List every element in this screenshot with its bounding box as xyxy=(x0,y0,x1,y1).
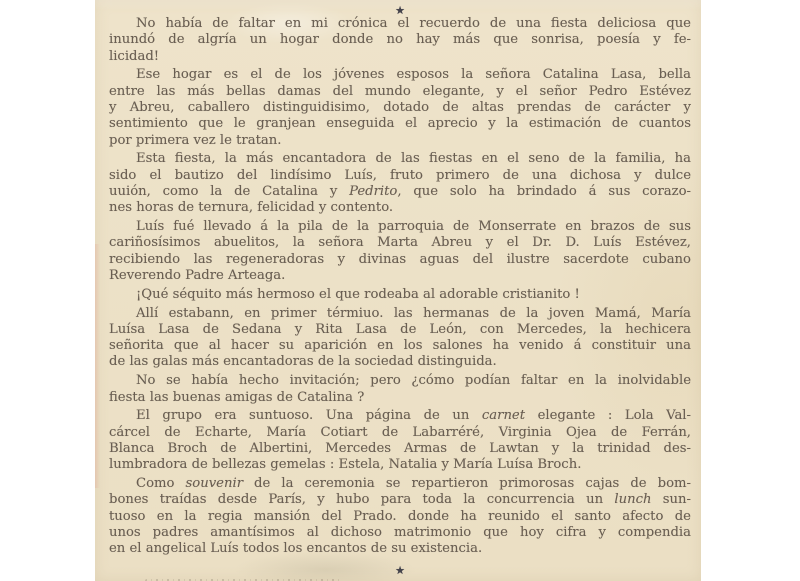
text-line: No había de faltar en mi crónica el recuerdo de una fiesta deliciosa que xyxy=(136,16,691,31)
text-line: Allí estabann, en primer térmiuo. las hermanas de la joven Mamá, María xyxy=(136,305,691,321)
star-ornament-icon: ★ xyxy=(395,563,405,577)
text-line: Blanca Broch de Albertini, Mercedes Armas de Lawtan y la trinidad des- xyxy=(109,440,691,456)
text-line: recibiendo las regeneradoras y divinas aguas del ilustre sacerdote cubano xyxy=(109,251,691,267)
paragraph xyxy=(109,306,691,371)
text-line: Esta fiesta, la más encantadora de las fiestas en el seno de la familia, ha xyxy=(136,151,691,167)
text-line: entre las más bellas damas del mundo elegante, y el señor Pedro Estévez xyxy=(109,83,691,99)
text-line: cárcel de Echarte, María Cotiart de Labarréré, Virginia Ojea de Ferrán, xyxy=(109,424,691,440)
text-line: Reverendo Padre Arteaga. xyxy=(109,267,286,283)
text-line: de las galas más encantadoras de la sociedad distinguida. xyxy=(109,354,497,370)
text-line: fiesta las buenas amigas de Catalina ? xyxy=(109,389,365,405)
text-column xyxy=(109,0,691,581)
italic-word: lunch xyxy=(614,492,652,508)
italic-word: carnet xyxy=(481,408,526,424)
paragraph xyxy=(109,476,691,557)
star-ornament-icon: ★ xyxy=(395,4,405,17)
paper-edge-tint xyxy=(95,244,100,488)
text-line: Luís fué llevado á la pila de la parroquia de Monserrate en brazos de sus xyxy=(136,219,691,235)
text-line: ¡Qué séquito más hermoso el que rodeaba al adorable cristianito ! xyxy=(136,286,580,302)
text-line: Ese hogar es el de los jóvenes esposos la señora Catalina Lasa, bella xyxy=(136,67,691,83)
text-line: Luísa Lasa de Sedana y Rita Lasa de León, con Mercedes, la hechicera xyxy=(109,321,691,337)
italic-word: souvenir xyxy=(185,476,244,492)
paragraph xyxy=(109,16,691,65)
document-page xyxy=(95,0,701,581)
text-line: por primera vez le tratan. xyxy=(109,132,282,148)
italic-word: Pedrito xyxy=(349,183,398,199)
paragraph xyxy=(109,287,691,303)
article-text xyxy=(109,16,691,558)
paragraph xyxy=(109,408,691,473)
text-line: lumbradora de bellezas gemelas : Estela, Natalia y María Luísa Broch. xyxy=(109,457,582,473)
paragraph xyxy=(109,67,691,148)
text-line: inundó de algría un hogar donde no hay más que sonrisa, poesía y fe- xyxy=(109,32,691,48)
text-line: uuión, como la de Catalina y Pedrito, que solo ha brindado á sus corazo- xyxy=(109,183,691,199)
text-line: Como souvenir de la ceremonia se repartieron primorosas cajas de bom- xyxy=(136,476,692,492)
text-line: tuoso en la regia mansión del Prado. donde ha reunido el santo afecto de xyxy=(109,508,691,524)
text-line: cariñosísimos abuelitos, la señora Marta Abreu y el Dr. D. Luís Estévez, xyxy=(109,235,691,251)
text-line: en el angelical Luís todos los encantos de su existencia. xyxy=(109,541,483,557)
top-ornament-row xyxy=(109,0,691,16)
text-line: licidad! xyxy=(109,48,160,64)
text-line: sentimiento que le granjean enseguida el aprecio y la estimación de cuantos xyxy=(109,116,691,132)
text-line: bones traídas desde París, y hubo para toda la concurrencia un lunch sun- xyxy=(109,492,691,508)
text-line: señorita que al hacer su aparición en los salones ha venido á constituir una xyxy=(109,338,691,354)
paragraph xyxy=(109,151,691,216)
text-line: unos padres amantísimos al dichoso matrimonio que hoy cifra y compendia xyxy=(109,524,691,540)
text-line: sido el bautizo del lindísimo Luís, fruto primero de una dichosa y dulce xyxy=(109,167,691,183)
text-line: y Abreu, caballero distinguidisimo, dotado de altas prendas de carácter y xyxy=(109,99,691,115)
paragraph xyxy=(109,219,691,284)
text-line: No se había hecho invitación; pero ¿cómo podían faltar en la inolvidable xyxy=(136,373,691,389)
text-line: El grupo era suntuoso. Una página de un carnet elegante : Lola Val- xyxy=(136,408,691,424)
bottom-ornament-row xyxy=(109,560,691,576)
paragraph xyxy=(109,373,691,406)
text-line: nes horas de ternura, felicidad y contento. xyxy=(109,200,394,216)
